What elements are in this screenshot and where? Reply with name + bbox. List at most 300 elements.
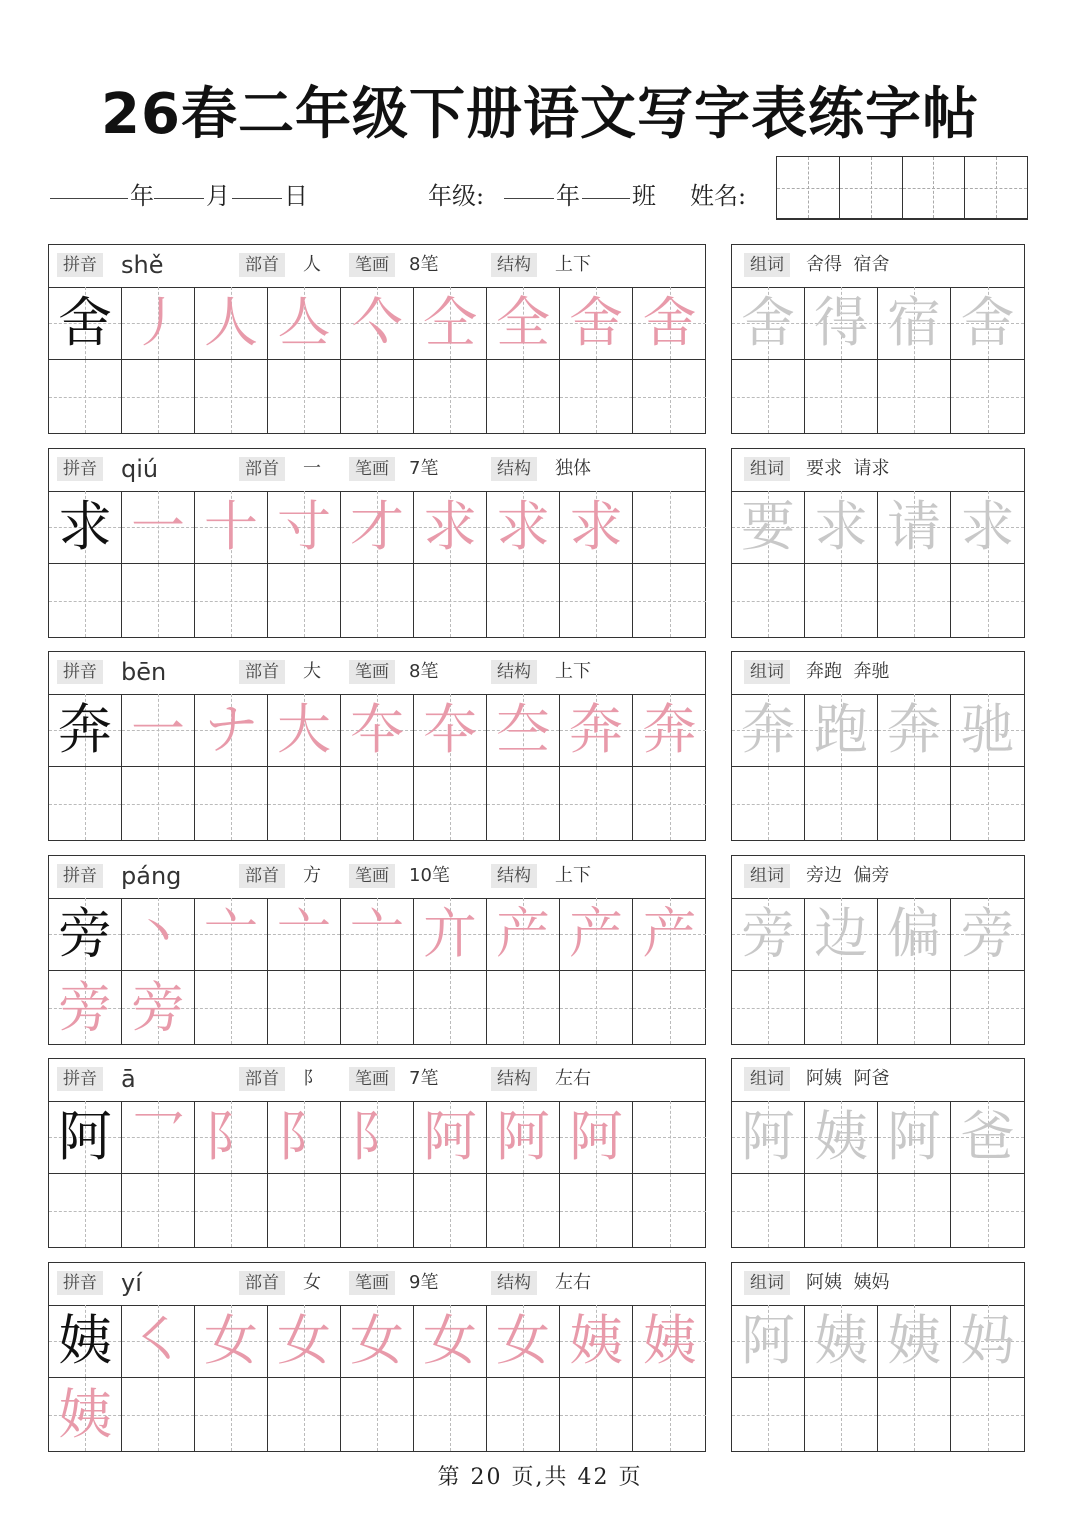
practice-cell[interactable] — [560, 767, 633, 840]
practice-cell[interactable] — [487, 767, 560, 840]
stroke-step: 夳 — [496, 698, 550, 761]
radical-label: 部首 — [239, 864, 285, 888]
name-boxes[interactable] — [776, 156, 1028, 220]
word-cell[interactable] — [732, 287, 805, 360]
structure-label: 结构 — [491, 457, 537, 481]
practice-cell[interactable] — [633, 971, 706, 1044]
word-cell[interactable] — [805, 694, 878, 767]
strokes-value: 9笔 — [409, 1272, 439, 1293]
practice-cell[interactable] — [487, 694, 560, 767]
practice-cell[interactable] — [560, 360, 633, 433]
practice-cell[interactable] — [487, 1378, 560, 1451]
writing-grid — [49, 1305, 704, 1451]
pinyin-label: 拼音 — [57, 1067, 103, 1091]
practice-cell[interactable] — [633, 1101, 706, 1174]
practice-cell[interactable] — [560, 898, 633, 971]
word-cell[interactable] — [732, 971, 805, 1044]
word-card — [731, 651, 1025, 841]
practice-cell[interactable] — [122, 898, 195, 971]
word-cell[interactable] — [805, 1101, 878, 1174]
practice-cell[interactable] — [414, 767, 487, 840]
day-blank[interactable] — [232, 176, 282, 199]
word-card — [731, 448, 1025, 638]
stroke-step: 亼 — [277, 291, 331, 354]
practice-cell[interactable] — [195, 1378, 268, 1451]
practice-cell[interactable] — [560, 287, 633, 360]
practice-cell[interactable] — [414, 1378, 487, 1451]
practice-cell[interactable] — [341, 898, 414, 971]
practice-cell[interactable] — [49, 1174, 122, 1247]
practice-cell[interactable] — [268, 564, 341, 637]
word-cell[interactable] — [732, 694, 805, 767]
strokes-label: 笔画 — [349, 457, 395, 481]
practice-cell[interactable] — [633, 767, 706, 840]
radical-value: 方 — [303, 865, 321, 886]
word-cell[interactable] — [805, 971, 878, 1044]
radical-label: 部首 — [239, 457, 285, 481]
trace-character: 请 — [887, 495, 941, 558]
writing-grid — [49, 898, 704, 1044]
stroke-step: 夲 — [350, 698, 404, 761]
practice-cell[interactable] — [122, 694, 195, 767]
practice-cell[interactable] — [49, 1378, 122, 1451]
strokes-value: 8笔 — [409, 661, 439, 682]
word-cell[interactable] — [951, 1174, 1024, 1247]
char-card — [48, 1058, 706, 1248]
stroke-step: 舍 — [642, 291, 697, 354]
stroke-step: 阿 — [496, 1105, 550, 1168]
word-card — [731, 1262, 1025, 1452]
practice-cell[interactable] — [122, 971, 195, 1044]
words-label: 组词 — [744, 1271, 790, 1295]
stroke-step: 乛 — [131, 1105, 185, 1168]
word-cell[interactable] — [805, 287, 878, 360]
stroke-step: 女 — [423, 1309, 477, 1372]
practice-cell[interactable] — [341, 767, 414, 840]
practice-cell[interactable] — [122, 491, 195, 564]
word-header — [732, 856, 1024, 899]
practice-cell[interactable] — [268, 1174, 341, 1247]
words-value: 阿姨 阿爸 — [806, 1068, 890, 1089]
trace-character: 得 — [814, 291, 868, 354]
practice-cell[interactable] — [49, 971, 122, 1044]
practice-cell[interactable] — [122, 564, 195, 637]
radical-value: 阝 — [303, 1068, 321, 1089]
word-cell[interactable] — [878, 971, 951, 1044]
practice-cell[interactable] — [195, 1305, 268, 1378]
word-cell[interactable] — [878, 360, 951, 433]
practice-cell[interactable] — [341, 1378, 414, 1451]
word-cell[interactable] — [951, 491, 1024, 564]
practice-cell[interactable] — [341, 360, 414, 433]
grade-blank[interactable] — [504, 176, 554, 199]
trace-character: 舍 — [960, 291, 1015, 354]
practice-cell[interactable] — [268, 1305, 341, 1378]
strokes-value: 7笔 — [409, 1068, 439, 1089]
practice-cell[interactable] — [341, 491, 414, 564]
practice-cell[interactable] — [560, 1101, 633, 1174]
stroke-step: 求 — [496, 495, 550, 558]
name-box[interactable] — [903, 157, 966, 219]
word-cell[interactable] — [805, 360, 878, 433]
practice-cell[interactable] — [122, 1378, 195, 1451]
practice-cell[interactable] — [268, 287, 341, 360]
practice-cell[interactable] — [268, 694, 341, 767]
card-header — [49, 449, 705, 492]
words-value: 要求 请求 — [806, 458, 890, 479]
practice-cell[interactable] — [560, 1378, 633, 1451]
char-card — [48, 855, 706, 1045]
practice-cell[interactable] — [49, 767, 122, 840]
practice-cell[interactable] — [122, 1101, 195, 1174]
practice-cell[interactable] — [49, 898, 122, 971]
page-number: 第 20 页,共 42 页 — [437, 1465, 643, 1490]
practice-cell[interactable] — [414, 491, 487, 564]
trace-character: 求 — [960, 495, 1015, 558]
word-cell[interactable] — [951, 1305, 1024, 1378]
stroke-step: 仝 — [423, 291, 477, 354]
practice-cell[interactable] — [49, 564, 122, 637]
practice-cell[interactable] — [341, 1174, 414, 1247]
practice-cell[interactable] — [487, 1101, 560, 1174]
practice-cell[interactable] — [341, 1101, 414, 1174]
writing-grid — [49, 694, 704, 840]
structure-label: 结构 — [491, 1271, 537, 1295]
word-cell[interactable] — [805, 1174, 878, 1247]
practice-cell[interactable] — [414, 360, 487, 433]
stroke-step: 奔 — [642, 698, 697, 761]
strokes-label: 笔画 — [349, 1271, 395, 1295]
word-cell[interactable] — [878, 1378, 951, 1451]
practice-cell[interactable] — [195, 360, 268, 433]
words-value: 奔跑 奔驰 — [806, 661, 890, 682]
name-box[interactable] — [965, 157, 1027, 219]
word-cell[interactable] — [951, 564, 1024, 637]
day-label: 日 — [284, 182, 308, 210]
stroke-step: 阿 — [423, 1105, 477, 1168]
word-cell[interactable] — [878, 1305, 951, 1378]
stroke-step: 旁 — [58, 975, 112, 1039]
practice-cell[interactable] — [49, 694, 122, 767]
stroke-step: ㇛ — [131, 1309, 185, 1372]
practice-cell[interactable] — [268, 971, 341, 1044]
trace-character: 偏 — [887, 902, 941, 965]
word-card — [731, 1058, 1025, 1248]
pinyin-label: 拼音 — [57, 864, 103, 888]
practice-cell[interactable] — [414, 1174, 487, 1247]
structure-value: 上下 — [555, 254, 591, 275]
word-cell[interactable] — [878, 287, 951, 360]
grade-year-label: 年 — [556, 182, 580, 210]
practice-cell[interactable] — [49, 1101, 122, 1174]
practice-cell[interactable] — [414, 971, 487, 1044]
practice-cell[interactable] — [487, 287, 560, 360]
word-cell[interactable] — [805, 564, 878, 637]
structure-label: 结构 — [491, 660, 537, 684]
card-header — [49, 652, 705, 695]
card-header — [49, 856, 705, 899]
practice-cell[interactable] — [487, 491, 560, 564]
model-character: 阿 — [58, 1105, 112, 1168]
pinyin-value: bēn — [121, 658, 167, 686]
practice-cell[interactable] — [560, 1305, 633, 1378]
practice-cell[interactable] — [633, 1378, 706, 1451]
pinyin-value: páng — [121, 862, 182, 890]
year-blank[interactable] — [50, 176, 128, 199]
practice-cell[interactable] — [487, 1174, 560, 1247]
word-cell[interactable] — [951, 1101, 1024, 1174]
word-cell[interactable] — [878, 767, 951, 840]
month-blank[interactable] — [154, 176, 204, 199]
stroke-step: 女 — [350, 1309, 404, 1372]
practice-cell[interactable] — [487, 360, 560, 433]
pinyin-label: 拼音 — [57, 660, 103, 684]
practice-cell[interactable] — [414, 1305, 487, 1378]
stroke-step: 丶 — [131, 902, 185, 965]
practice-cell[interactable] — [633, 287, 706, 360]
card-header — [49, 245, 705, 288]
structure-value: 左右 — [555, 1272, 591, 1293]
stroke-step: 十 — [204, 495, 258, 558]
practice-cell[interactable] — [122, 287, 195, 360]
word-cell[interactable] — [805, 1305, 878, 1378]
practice-cell[interactable] — [414, 1101, 487, 1174]
word-grid — [732, 1305, 1024, 1451]
card-header — [49, 1059, 705, 1102]
word-cell[interactable] — [951, 971, 1024, 1044]
trace-character: 驰 — [960, 698, 1015, 761]
model-character: 旁 — [58, 902, 112, 965]
practice-cell[interactable] — [49, 287, 122, 360]
word-cell[interactable] — [732, 1174, 805, 1247]
word-header — [732, 245, 1024, 288]
practice-cell[interactable] — [195, 694, 268, 767]
radical-value: 一 — [303, 458, 321, 479]
practice-cell[interactable] — [122, 360, 195, 433]
trace-character: 边 — [814, 902, 868, 965]
stroke-step: 亠 — [204, 902, 258, 965]
stroke-step: 产 — [642, 902, 697, 965]
name-box[interactable] — [777, 157, 840, 219]
practice-cell[interactable] — [560, 491, 633, 564]
practice-cell[interactable] — [122, 1305, 195, 1378]
model-character: 奔 — [58, 698, 112, 761]
practice-cell[interactable] — [195, 491, 268, 564]
strokes-label: 笔画 — [349, 253, 395, 277]
practice-cell[interactable] — [414, 564, 487, 637]
trace-character: 旁 — [741, 902, 795, 965]
practice-cell[interactable] — [633, 491, 706, 564]
pinyin-label: 拼音 — [57, 457, 103, 481]
stroke-step: 旁 — [131, 975, 185, 1039]
word-cell[interactable] — [951, 287, 1024, 360]
word-cell[interactable] — [951, 694, 1024, 767]
trace-character: 跑 — [814, 698, 868, 761]
trace-character: 爸 — [960, 1105, 1015, 1168]
stroke-step: 产 — [496, 902, 550, 965]
word-grid — [732, 694, 1024, 840]
practice-cell[interactable] — [49, 491, 122, 564]
trace-character: 阿 — [887, 1105, 941, 1168]
word-grid — [732, 287, 1024, 433]
words-label: 组词 — [744, 1067, 790, 1091]
word-cell[interactable] — [878, 1174, 951, 1247]
char-card — [48, 448, 706, 638]
word-cell[interactable] — [878, 898, 951, 971]
name-label: 姓名: — [690, 182, 747, 210]
words-value: 舍得 宿舍 — [806, 254, 890, 275]
practice-cell[interactable] — [268, 1101, 341, 1174]
words-value: 旁边 偏旁 — [806, 865, 890, 886]
stroke-step: 求 — [423, 495, 477, 558]
practice-cell[interactable] — [560, 971, 633, 1044]
trace-character: 求 — [814, 495, 868, 558]
practice-cell[interactable] — [560, 1174, 633, 1247]
practice-cell[interactable] — [560, 694, 633, 767]
practice-cell[interactable] — [341, 564, 414, 637]
word-cell[interactable] — [805, 898, 878, 971]
word-cell[interactable] — [951, 898, 1024, 971]
stroke-step: 求 — [569, 495, 623, 558]
word-cell[interactable] — [878, 564, 951, 637]
trace-character: 旁 — [960, 902, 1015, 965]
word-cell[interactable] — [732, 898, 805, 971]
word-cell[interactable] — [732, 491, 805, 564]
practice-cell[interactable] — [560, 564, 633, 637]
stroke-step: 亠 — [350, 902, 404, 965]
practice-cell[interactable] — [195, 898, 268, 971]
word-card — [731, 244, 1025, 434]
practice-cell[interactable] — [195, 1174, 268, 1247]
practice-cell[interactable] — [633, 564, 706, 637]
practice-cell[interactable] — [487, 898, 560, 971]
practice-cell[interactable] — [195, 767, 268, 840]
word-header — [732, 1263, 1024, 1306]
practice-cell[interactable] — [195, 971, 268, 1044]
stroke-step: 寸 — [277, 495, 331, 558]
word-grid — [732, 491, 1024, 637]
practice-cell[interactable] — [633, 1305, 706, 1378]
char-card — [48, 244, 706, 434]
word-cell[interactable] — [951, 1378, 1024, 1451]
word-header — [732, 1059, 1024, 1102]
stroke-step: 阝 — [350, 1105, 404, 1168]
words-label: 组词 — [744, 253, 790, 277]
practice-cell[interactable] — [195, 287, 268, 360]
radical-label: 部首 — [239, 1067, 285, 1091]
stroke-step: 女 — [277, 1309, 331, 1372]
word-cell[interactable] — [878, 491, 951, 564]
practice-cell[interactable] — [633, 1174, 706, 1247]
practice-cell[interactable] — [268, 491, 341, 564]
stroke-step: 女 — [204, 1309, 258, 1372]
practice-cell[interactable] — [341, 287, 414, 360]
practice-cell[interactable] — [122, 767, 195, 840]
strokes-label: 笔画 — [349, 864, 395, 888]
practice-cell[interactable] — [633, 898, 706, 971]
practice-cell[interactable] — [633, 360, 706, 433]
word-cell[interactable] — [951, 360, 1024, 433]
practice-cell[interactable] — [487, 564, 560, 637]
pinyin-label: 拼音 — [57, 253, 103, 277]
stroke-step: 人 — [204, 291, 258, 354]
structure-value: 左右 — [555, 1068, 591, 1089]
word-grid — [732, 1101, 1024, 1247]
char-card — [48, 651, 706, 841]
stroke-step: 才 — [350, 495, 404, 558]
practice-cell[interactable] — [268, 360, 341, 433]
practice-cell[interactable] — [49, 1305, 122, 1378]
word-cell[interactable] — [732, 360, 805, 433]
trace-character: 奔 — [741, 698, 795, 761]
word-header — [732, 449, 1024, 492]
radical-value: 女 — [303, 1272, 321, 1293]
word-cell[interactable] — [732, 1305, 805, 1378]
practice-cell[interactable] — [122, 1174, 195, 1247]
trace-character: 妈 — [960, 1309, 1015, 1372]
practice-cell[interactable] — [487, 971, 560, 1044]
word-cell[interactable] — [732, 564, 805, 637]
stroke-step: 一 — [131, 698, 185, 761]
stroke-step: 亣 — [423, 902, 477, 965]
words-label: 组词 — [744, 660, 790, 684]
practice-cell[interactable] — [487, 1305, 560, 1378]
month-label: 月 — [206, 182, 230, 210]
pinyin-value: ā — [121, 1065, 136, 1093]
word-cell[interactable] — [805, 767, 878, 840]
radical-label: 部首 — [239, 253, 285, 277]
practice-cell[interactable] — [633, 694, 706, 767]
word-cell[interactable] — [878, 694, 951, 767]
practice-cell[interactable] — [268, 1378, 341, 1451]
structure-value: 独体 — [555, 458, 591, 479]
word-cell[interactable] — [951, 767, 1024, 840]
structure-value: 上下 — [555, 661, 591, 682]
words-value: 阿姨 姨妈 — [806, 1272, 890, 1293]
practice-cell[interactable] — [268, 767, 341, 840]
practice-cell[interactable] — [414, 287, 487, 360]
writing-grid — [49, 1101, 704, 1247]
practice-cell[interactable] — [268, 898, 341, 971]
word-cell[interactable] — [732, 1378, 805, 1451]
stroke-step: 奔 — [569, 698, 623, 761]
word-cell[interactable] — [878, 1101, 951, 1174]
class-blank[interactable] — [582, 176, 630, 199]
name-box[interactable] — [840, 157, 903, 219]
stroke-step: 阿 — [569, 1105, 623, 1168]
stroke-step: 亽 — [350, 291, 404, 354]
word-cell[interactable] — [805, 1378, 878, 1451]
trace-character: 姨 — [887, 1309, 941, 1372]
practice-cell[interactable] — [341, 694, 414, 767]
word-cell[interactable] — [732, 767, 805, 840]
strokes-value: 7笔 — [409, 458, 439, 479]
practice-cell[interactable] — [195, 1101, 268, 1174]
practice-cell[interactable] — [195, 564, 268, 637]
stroke-step: 姨 — [569, 1309, 623, 1372]
practice-cell[interactable] — [341, 971, 414, 1044]
structure-label: 结构 — [491, 864, 537, 888]
word-cell[interactable] — [805, 491, 878, 564]
word-cell[interactable] — [732, 1101, 805, 1174]
model-character: 求 — [58, 495, 112, 558]
stroke-step: 舍 — [569, 291, 623, 354]
pinyin-label: 拼音 — [57, 1271, 103, 1295]
practice-cell[interactable] — [341, 1305, 414, 1378]
practice-cell[interactable] — [414, 898, 487, 971]
practice-cell[interactable] — [49, 360, 122, 433]
practice-cell[interactable] — [414, 694, 487, 767]
